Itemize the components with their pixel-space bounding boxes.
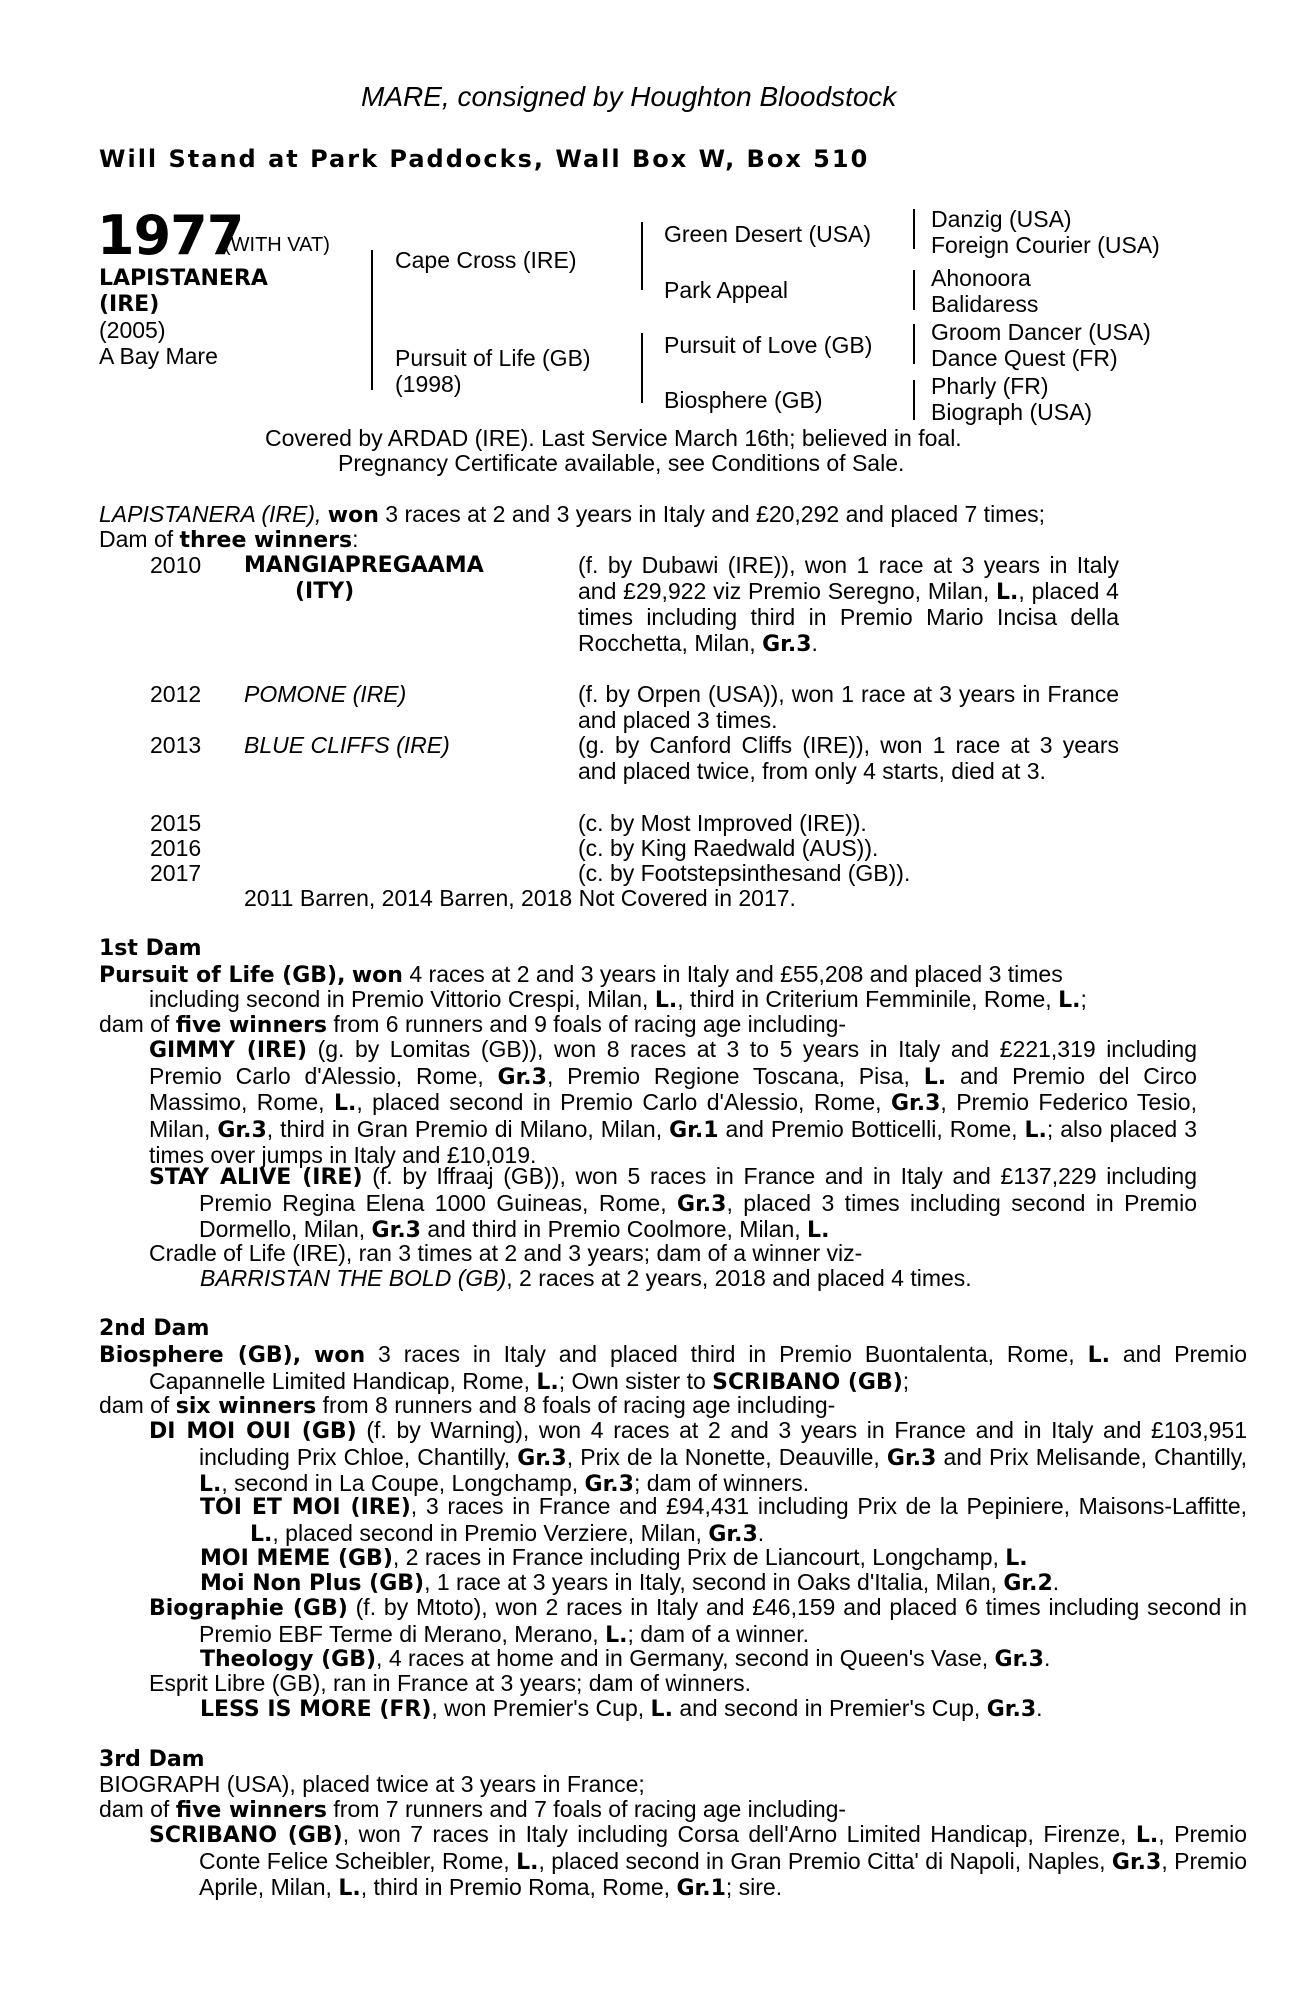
first-dam-including: including second in Premio Vittorio Crespi, Milan, L., third in Criterium Femminile, Rome, L.; bbox=[149, 986, 1087, 1013]
pedigree-dam-year: (1998) bbox=[395, 371, 462, 397]
second-dam-line: Biosphere (GB), won 3 races in Italy and placed third in Premio Buontalenta, Rome, L. and Premio Capannelle Limited Handicap, Rome, L.; Own sister to SCRIBANO (GB); bbox=[99, 1341, 1247, 1395]
stand-location: Will Stand at Park Paddocks, Wall Box W, Box 510 bbox=[99, 145, 870, 173]
produce-year: 2010 bbox=[150, 552, 202, 578]
barristan-line: BARRISTAN THE BOLD (GB), 2 races at 2 years, 2018 and placed 4 times. bbox=[200, 1265, 972, 1291]
first-dam-line: Pursuit of Life (GB), won 4 races at 2 and 3 years in Italy and £55,208 and placed 3 times bbox=[99, 961, 1063, 988]
produce-desc: (c. by Most Improved (IRE)). bbox=[578, 810, 867, 836]
second-dam-heading: 2nd Dam bbox=[99, 1316, 210, 1341]
produce-desc-2013: (g. by Canford Cliffs (IRE)), won 1 race at 3 years and placed twice, from only 4 starts, died at 3. bbox=[578, 732, 1119, 784]
pedigree-g3: Ahonoora bbox=[931, 265, 1031, 291]
lot-number: 1977 bbox=[97, 204, 244, 267]
pedigree-g5: Groom Dancer (USA) bbox=[931, 319, 1151, 345]
pregnancy-line: Pregnancy Certificate available, see Conditions of Sale. bbox=[338, 450, 905, 476]
g-brace-1 bbox=[913, 209, 915, 249]
pedigree-sire-sire: Green Desert (USA) bbox=[664, 221, 872, 247]
pedigree-dam-sire: Pursuit of Love (GB) bbox=[664, 332, 873, 358]
covered-line: Covered by ARDAD (IRE). Last Service March 16th; believed in foal. bbox=[265, 425, 962, 451]
esprit-libre-entry: Esprit Libre (GB), ran in France at 3 years; dam of winners. bbox=[149, 1670, 752, 1696]
dam-of-line: Dam of three winners: bbox=[99, 526, 359, 553]
produce-name-country: (ITY) bbox=[295, 579, 355, 604]
first-dam-produce: dam of five winners from 6 runners and 9 foals of racing age including- bbox=[99, 1011, 847, 1038]
pedigree-dam-dam: Biosphere (GB) bbox=[664, 387, 823, 413]
produce-desc: (c. by Footstepsinthesand (GB)). bbox=[578, 860, 911, 886]
dam-line-brace bbox=[641, 333, 643, 403]
moi-meme-entry: MOI MEME (GB), 2 races in France including Prix de Liancourt, Longchamp, L. bbox=[200, 1544, 1028, 1571]
pedigree-g4: Balidaress bbox=[931, 291, 1039, 317]
second-dam-produce: dam of six winners from 8 runners and 8 foals of racing age including- bbox=[99, 1392, 836, 1419]
produce-name: MANGIAPREGAAMA bbox=[244, 553, 484, 578]
scribano-entry: SCRIBANO (GB), won 7 races in Italy including Corsa dell'Arno Limited Handicap, Firenze, L., Premio Conte Felice Scheibler, Rome, L., placed second in Gran Premio Citta' di Napoli, Naples, Gr.3, Premio Aprile, Milan, L., third in Premio Roma, Rome, Gr.1; sire. bbox=[149, 1821, 1248, 1901]
produce-desc-2010: (f. by Dubawi (IRE)), won 1 race at 3 years in Italy and £29,922 viz Premio Seregno, Milan, L., placed 4 times including third in Premio Mario Incisa della Rocchetta, Milan, Gr.3. bbox=[578, 552, 1119, 657]
pedigree-g7: Pharly (FR) bbox=[931, 373, 1049, 399]
vat-label: (WITH VAT) bbox=[224, 234, 330, 256]
produce-year: 2016 bbox=[150, 835, 202, 861]
produce-year: 2017 bbox=[150, 860, 202, 886]
gimmy-entry: GIMMY (IRE) (g. by Lomitas (GB)), won 8 races at 3 to 5 years in Italy and £221,319 including Premio Carlo d'Alessio, Rome, Gr.3, Premio Regione Toscana, Pisa, L. and Premio del Circo Massimo, Rome, L., placed second in Premio Carlo d'Alessio, Rome, Gr.3, Premio Federico Tesio, Milan, Gr.3, third in Gran Premio di Milano, Milan, Gr.1 and Premio Botticelli, Rome, L.; also placed 3 times over jumps in Italy and £10,019. bbox=[149, 1036, 1198, 1168]
g-brace-4 bbox=[913, 380, 915, 420]
pedigree-dam: Pursuit of Life (GB) bbox=[395, 345, 591, 371]
less-is-more-entry: LESS IS MORE (FR), won Premier's Cup, L. and second in Premier's Cup, Gr.3. bbox=[200, 1695, 1043, 1722]
barren-line: 2011 Barren, 2014 Barren, 2018 Not Covered in 2017. bbox=[244, 885, 796, 911]
third-dam-line: BIOGRAPH (USA), placed twice at 3 years in France; bbox=[99, 1771, 645, 1797]
produce-desc-2012: (f. by Orpen (USA)), won 1 race at 3 years in France and placed 3 times. bbox=[578, 681, 1119, 733]
di-moi-oui-entry: DI MOI OUI (GB) (f. by Warning), won 4 races at 2 and 3 years in France and in Italy and £103,951 including Prix Chloe, Chantilly, Gr.3, Prix de la Nonette, Deauville, Gr.3 and Prix Melisande, Chantilly, L., second in La Coupe, Longchamp, Gr.3; dam of winners. bbox=[149, 1417, 1247, 1497]
sire-dam-brace bbox=[371, 250, 373, 390]
pedigree-g6: Dance Quest (FR) bbox=[931, 345, 1118, 371]
third-dam-produce: dam of five winners from 7 runners and 7 foals of racing age including- bbox=[99, 1796, 847, 1823]
consignment-title: MARE, consigned by Houghton Bloodstock bbox=[361, 81, 897, 112]
third-dam-heading: 3rd Dam bbox=[99, 1747, 205, 1772]
produce-name: POMONE (IRE) bbox=[244, 681, 407, 707]
pedigree-sire: Cape Cross (IRE) bbox=[395, 247, 577, 273]
horse-year: (2005) bbox=[99, 317, 166, 343]
horse-description: A Bay Mare bbox=[99, 343, 218, 369]
pedigree-g2: Foreign Courier (USA) bbox=[931, 232, 1160, 258]
cradle-line: Cradle of Life (IRE), ran 3 times at 2 and 3 years; dam of a winner viz- bbox=[149, 1240, 863, 1266]
produce-year: 2015 bbox=[150, 810, 202, 836]
g-brace-3 bbox=[913, 324, 915, 364]
pedigree-g8: Biograph (USA) bbox=[931, 399, 1093, 425]
horse-name: LAPISTANERA bbox=[99, 266, 268, 291]
moi-non-plus-entry: Moi Non Plus (GB), 1 race at 3 years in Italy, second in Oaks d'Italia, Milan, Gr.2. bbox=[200, 1569, 1060, 1596]
pedigree-g1: Danzig (USA) bbox=[931, 206, 1072, 232]
produce-name: BLUE CLIFFS (IRE) bbox=[244, 732, 450, 758]
g-brace-2 bbox=[913, 270, 915, 310]
produce-year: 2013 bbox=[150, 732, 202, 758]
produce-desc: (c. by King Raedwald (AUS)). bbox=[578, 835, 879, 861]
sire-line-brace bbox=[641, 222, 643, 290]
theology-entry: Theology (GB), 4 races at home and in Germany, second in Queen's Vase, Gr.3. bbox=[200, 1645, 1051, 1672]
biographie-entry: Biographie (GB) (f. by Mtoto), won 2 races in Italy and £46,159 and placed 6 times including second in Premio EBF Terme di Merano, Merano, L.; dam of a winner. bbox=[149, 1594, 1247, 1648]
pedigree-sire-dam: Park Appeal bbox=[664, 277, 789, 303]
first-dam-heading: 1st Dam bbox=[99, 936, 202, 961]
horse-country: (IRE) bbox=[99, 292, 160, 317]
produce-year: 2012 bbox=[150, 681, 202, 707]
stay-alive-entry: STAY ALIVE (IRE) (f. by Iffraaj (GB)), won 5 races in France and in Italy and £137,229 including Premio Regina Elena 1000 Guineas, Rome, Gr.3, placed 3 times including second in Premio Dormello, Milan, Gr.3 and third in Premio Coolmore, Milan, L. bbox=[149, 1163, 1197, 1243]
summary-line: LAPISTANERA (IRE), won 3 races at 2 and 3 years in Italy and £20,292 and placed 7 times; bbox=[99, 501, 1046, 528]
toi-et-moi-entry: TOI ET MOI (IRE), 3 races in France and £94,431 including Prix de la Pepiniere, Maisons-Laffitte, L., placed second in Premio Verziere, Milan, Gr.3. bbox=[200, 1493, 1248, 1547]
